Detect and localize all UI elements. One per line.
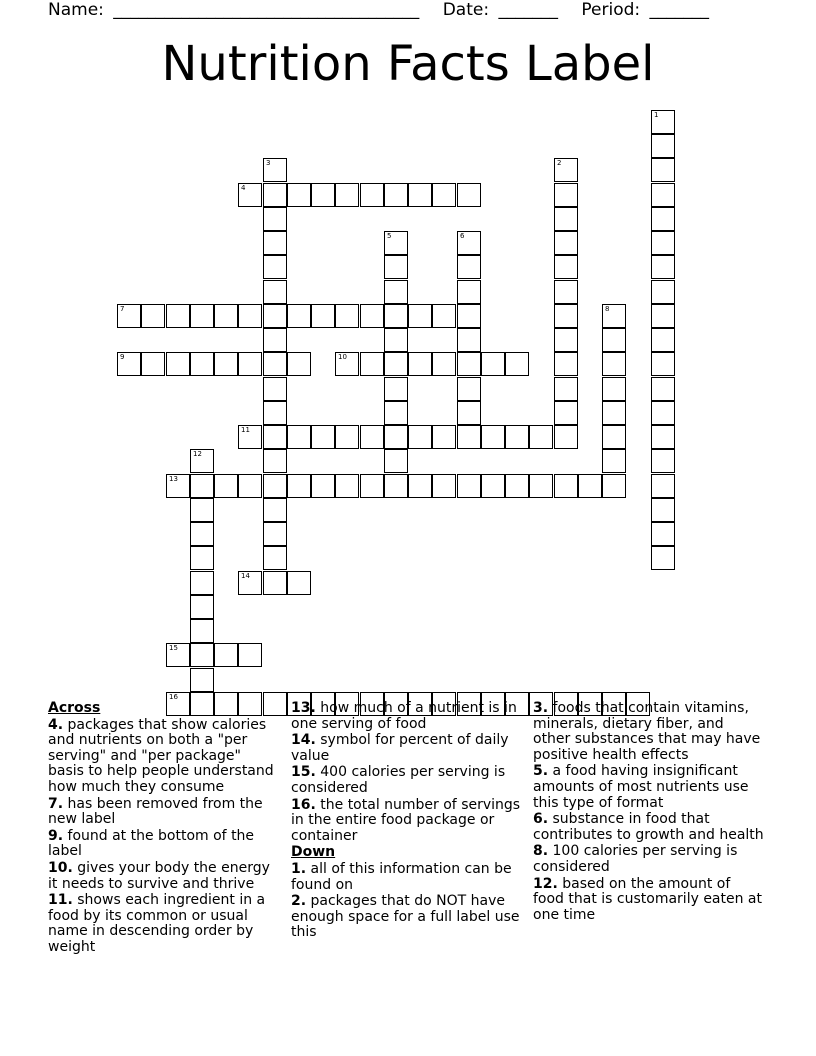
grid-cell[interactable]	[602, 474, 626, 498]
down-clue	[533, 877, 765, 924]
grid-cell[interactable]	[263, 255, 287, 279]
grid-cell[interactable]	[651, 474, 675, 498]
clue-number: 10.	[48, 859, 73, 876]
clue-number: 13.	[291, 700, 316, 716]
grid-cell[interactable]	[335, 304, 359, 328]
clue-text: a food having insignificant amounts of most nutrients use this type of format	[533, 763, 749, 811]
clue-number: 7.	[48, 795, 64, 812]
grid-cell[interactable]	[360, 352, 384, 376]
grid-cell[interactable]	[651, 110, 675, 134]
grid-cell[interactable]	[166, 352, 190, 376]
grid-cell[interactable]	[505, 474, 529, 498]
grid-cell[interactable]	[457, 352, 481, 376]
grid-cell[interactable]	[166, 643, 190, 667]
grid-cell[interactable]	[651, 498, 675, 522]
clue-number-label: 9	[120, 353, 125, 361]
grid-cell[interactable]	[263, 352, 287, 376]
clue-number: 6.	[533, 811, 549, 828]
grid-cell[interactable]	[384, 449, 408, 473]
clue-number: 9.	[48, 827, 64, 844]
across-clue	[48, 829, 280, 860]
grid-cell[interactable]	[360, 183, 384, 207]
grid-cell[interactable]	[529, 474, 553, 498]
down-clue	[533, 844, 765, 875]
clue-number-label: 2	[557, 159, 562, 167]
grid-cell[interactable]	[651, 449, 675, 473]
grid-cell[interactable]	[481, 425, 505, 449]
clue-text: found at the bottom of the label	[48, 827, 255, 860]
grid-cell[interactable]	[554, 207, 578, 231]
grid-cell[interactable]	[457, 377, 481, 401]
clue-number: 14.	[291, 732, 316, 749]
grid-cell[interactable]	[432, 352, 456, 376]
clue-text: 400 calories per serving is considered	[291, 764, 506, 796]
grid-cell[interactable]	[263, 328, 287, 352]
clues-column-2	[291, 701, 523, 942]
grid-cell[interactable]	[238, 425, 262, 449]
grid-cell[interactable]	[190, 498, 214, 522]
grid-cell[interactable]	[384, 377, 408, 401]
grid-cell[interactable]	[311, 183, 335, 207]
grid-cell[interactable]	[190, 304, 214, 328]
grid-cell[interactable]	[384, 474, 408, 498]
across-clue	[291, 701, 523, 732]
grid-cell[interactable]	[651, 207, 675, 231]
grid-cell[interactable]	[190, 449, 214, 473]
grid-cell[interactable]	[408, 474, 432, 498]
grid-cell[interactable]	[190, 619, 214, 643]
grid-cell[interactable]	[263, 280, 287, 304]
grid-cell[interactable]	[554, 280, 578, 304]
grid-cell[interactable]	[263, 498, 287, 522]
grid-cell[interactable]	[602, 352, 626, 376]
grid-cell[interactable]	[651, 158, 675, 182]
grid-cell[interactable]	[602, 377, 626, 401]
grid-cell[interactable]	[190, 352, 214, 376]
down-clue	[533, 701, 765, 763]
grid-cell[interactable]	[190, 522, 214, 546]
clue-text: based on the amount of food that is customarily eaten at one time	[533, 875, 763, 923]
grid-cell[interactable]	[554, 328, 578, 352]
grid-cell[interactable]	[651, 183, 675, 207]
grid-cell[interactable]	[554, 158, 578, 182]
clue-number: 2.	[291, 893, 307, 910]
grid-cell[interactable]	[384, 328, 408, 352]
grid-cell[interactable]	[457, 304, 481, 328]
grid-cell[interactable]	[505, 352, 529, 376]
grid-cell[interactable]	[554, 231, 578, 255]
grid-cell[interactable]	[457, 280, 481, 304]
grid-cell[interactable]	[554, 401, 578, 425]
clue-text: how much of a nutrient is in one serving of food	[291, 700, 517, 732]
grid-cell[interactable]	[190, 571, 214, 595]
across-clue	[48, 893, 280, 955]
grid-cell[interactable]	[263, 231, 287, 255]
grid-cell[interactable]	[214, 643, 238, 667]
grid-cell[interactable]	[335, 352, 359, 376]
clue-text: 100 calories per serving is considered	[533, 843, 738, 875]
grid-cell[interactable]	[384, 183, 408, 207]
clue-number: 1.	[291, 860, 307, 877]
clue-number-label: 1	[654, 111, 659, 119]
grid-cell[interactable]	[384, 401, 408, 425]
grid-cell[interactable]	[457, 401, 481, 425]
grid-cell[interactable]	[117, 352, 141, 376]
grid-cell[interactable]	[481, 474, 505, 498]
grid-cell[interactable]	[141, 304, 165, 328]
clue-number-label: 3	[266, 159, 271, 167]
grid-cell[interactable]	[166, 474, 190, 498]
grid-cell[interactable]	[602, 449, 626, 473]
date-label: Date:	[442, 0, 490, 20]
grid-cell[interactable]	[651, 255, 675, 279]
down-heading: Down	[291, 844, 336, 861]
grid-cell[interactable]	[141, 352, 165, 376]
grid-cell[interactable]	[578, 474, 602, 498]
grid-cell[interactable]	[481, 352, 505, 376]
grid-cell[interactable]	[554, 183, 578, 207]
header-fields	[48, 0, 713, 20]
clue-number-label: 4	[241, 184, 246, 192]
grid-cell[interactable]	[190, 474, 214, 498]
clue-number: 5.	[533, 763, 549, 780]
date-blank[interactable]: _______	[498, 0, 558, 20]
grid-cell[interactable]	[287, 304, 311, 328]
down-clue	[291, 862, 523, 893]
clue-number: 12.	[533, 875, 558, 892]
grid-cell[interactable]	[287, 474, 311, 498]
grid-cell[interactable]	[263, 449, 287, 473]
grid-cell[interactable]	[360, 425, 384, 449]
grid-cell[interactable]	[287, 183, 311, 207]
clue-number: 15.	[291, 764, 316, 781]
page-title: Nutrition Facts Label	[161, 36, 655, 92]
grid-cell[interactable]	[408, 352, 432, 376]
clue-number: 3.	[533, 700, 549, 716]
grid-cell[interactable]	[360, 304, 384, 328]
clue-text: shows each ingredient in a food by its common or usual name in descending order by weight	[48, 892, 266, 955]
grid-cell[interactable]	[602, 401, 626, 425]
grid-cell[interactable]	[554, 425, 578, 449]
grid-cell[interactable]	[554, 255, 578, 279]
across-clue	[291, 733, 523, 764]
grid-cell[interactable]	[651, 280, 675, 304]
grid-cell[interactable]	[263, 377, 287, 401]
grid-cell[interactable]	[190, 595, 214, 619]
grid-cell[interactable]	[238, 352, 262, 376]
grid-cell[interactable]	[384, 255, 408, 279]
grid-cell[interactable]	[651, 328, 675, 352]
grid-cell[interactable]	[311, 304, 335, 328]
grid-cell[interactable]	[287, 571, 311, 595]
grid-cell[interactable]	[384, 280, 408, 304]
grid-cell[interactable]	[602, 328, 626, 352]
grid-cell[interactable]	[263, 522, 287, 546]
grid-cell[interactable]	[651, 134, 675, 158]
down-clue	[533, 764, 765, 811]
clue-number-label: 16	[169, 693, 178, 701]
clue-number-label: 10	[338, 353, 347, 361]
clue-number-label: 15	[169, 644, 178, 652]
grid-cell[interactable]	[287, 352, 311, 376]
clue-number-label: 12	[193, 450, 202, 458]
grid-cell[interactable]	[311, 474, 335, 498]
grid-cell[interactable]	[335, 183, 359, 207]
grid-cell[interactable]	[651, 352, 675, 376]
grid-cell[interactable]	[117, 304, 141, 328]
clue-number-label: 5	[387, 232, 392, 240]
grid-cell[interactable]	[263, 183, 287, 207]
clue-text: all of this information can be found on	[291, 860, 512, 893]
grid-cell[interactable]	[335, 474, 359, 498]
across-clue	[291, 765, 523, 796]
grid-cell[interactable]	[263, 425, 287, 449]
grid-cell[interactable]	[651, 231, 675, 255]
grid-cell[interactable]	[602, 425, 626, 449]
grid-cell[interactable]	[263, 158, 287, 182]
grid-cell[interactable]	[554, 377, 578, 401]
grid-cell[interactable]	[384, 425, 408, 449]
clue-text: symbol for percent of daily value	[291, 732, 509, 764]
name-blank[interactable]: ____________________________________	[113, 0, 420, 20]
grid-cell[interactable]	[360, 474, 384, 498]
grid-cell[interactable]	[651, 401, 675, 425]
grid-cell[interactable]	[457, 183, 481, 207]
grid-cell[interactable]	[529, 425, 553, 449]
clue-text: gives your body the energy it needs to survive and thrive	[48, 859, 270, 892]
grid-cell[interactable]	[238, 571, 262, 595]
grid-cell[interactable]	[554, 352, 578, 376]
grid-cell[interactable]	[263, 546, 287, 570]
across-clue	[48, 797, 280, 828]
grid-cell[interactable]	[602, 304, 626, 328]
clue-number-label: 14	[241, 572, 250, 580]
grid-cell[interactable]	[214, 474, 238, 498]
grid-cell[interactable]	[384, 231, 408, 255]
grid-cell[interactable]	[457, 328, 481, 352]
grid-cell[interactable]	[554, 474, 578, 498]
period-label: Period:	[581, 0, 641, 20]
grid-cell[interactable]	[408, 304, 432, 328]
across-clue	[291, 798, 523, 845]
grid-cell[interactable]	[335, 425, 359, 449]
across-heading: Across	[48, 700, 101, 716]
grid-cell[interactable]	[408, 425, 432, 449]
grid-cell[interactable]	[238, 304, 262, 328]
clue-text: has been removed from the new label	[48, 795, 263, 828]
across-clue	[48, 861, 280, 892]
clue-number-label: 8	[605, 305, 610, 313]
grid-cell[interactable]	[190, 643, 214, 667]
grid-cell[interactable]	[384, 352, 408, 376]
down-clue	[533, 812, 765, 843]
grid-cell[interactable]	[651, 425, 675, 449]
clue-number: 16.	[291, 796, 316, 813]
grid-cell[interactable]	[457, 255, 481, 279]
grid-cell[interactable]	[384, 304, 408, 328]
name-label: Name:	[48, 0, 104, 20]
grid-cell[interactable]	[190, 546, 214, 570]
clue-number: 8.	[533, 843, 549, 860]
clue-number: 11.	[48, 892, 73, 909]
grid-cell[interactable]	[238, 474, 262, 498]
grid-cell[interactable]	[432, 183, 456, 207]
grid-cell[interactable]	[263, 207, 287, 231]
grid-cell[interactable]	[651, 377, 675, 401]
grid-cell[interactable]	[457, 231, 481, 255]
grid-cell[interactable]	[263, 474, 287, 498]
period-blank[interactable]: _______	[649, 0, 710, 20]
clue-text: packages that show calories and nutrients on both a "per serving" and "per package" basis to help people understand how much they consume	[48, 716, 274, 795]
grid-cell[interactable]	[238, 643, 262, 667]
grid-cell[interactable]	[263, 304, 287, 328]
grid-cell[interactable]	[287, 425, 311, 449]
across-clue	[48, 718, 280, 796]
clues-column-1	[48, 701, 280, 957]
grid-cell[interactable]	[651, 522, 675, 546]
grid-cell[interactable]	[166, 304, 190, 328]
grid-cell[interactable]	[190, 668, 214, 692]
grid-cell[interactable]	[432, 304, 456, 328]
clue-number-label: 7	[120, 305, 125, 313]
clue-text: packages that do NOT have enough space for a full label use this	[291, 893, 520, 941]
grid-cell[interactable]	[432, 425, 456, 449]
grid-cell[interactable]	[214, 304, 238, 328]
clue-text: the total number of servings in the entire food package or container	[291, 796, 521, 844]
clue-text: foods that contain vitamins, minerals, dietary fiber, and other substances that may have positive health effects	[533, 700, 761, 763]
grid-cell[interactable]	[263, 401, 287, 425]
grid-cell[interactable]	[457, 474, 481, 498]
clue-number-label: 11	[241, 426, 250, 434]
grid-cell[interactable]	[505, 425, 529, 449]
grid-cell[interactable]	[457, 425, 481, 449]
clue-number-label: 13	[169, 475, 178, 483]
grid-cell[interactable]	[432, 474, 456, 498]
grid-cell[interactable]	[214, 352, 238, 376]
grid-cell[interactable]	[554, 304, 578, 328]
grid-cell[interactable]	[651, 304, 675, 328]
clue-text: substance in food that contributes to growth and health	[533, 811, 764, 843]
down-clue	[291, 894, 523, 941]
grid-cell[interactable]	[263, 571, 287, 595]
grid-cell[interactable]	[651, 546, 675, 570]
grid-cell[interactable]	[311, 425, 335, 449]
clue-number: 4.	[48, 716, 64, 733]
grid-cell[interactable]	[238, 183, 262, 207]
clues-column-3	[533, 701, 765, 924]
grid-cell[interactable]	[408, 183, 432, 207]
clue-number-label: 6	[460, 232, 465, 240]
